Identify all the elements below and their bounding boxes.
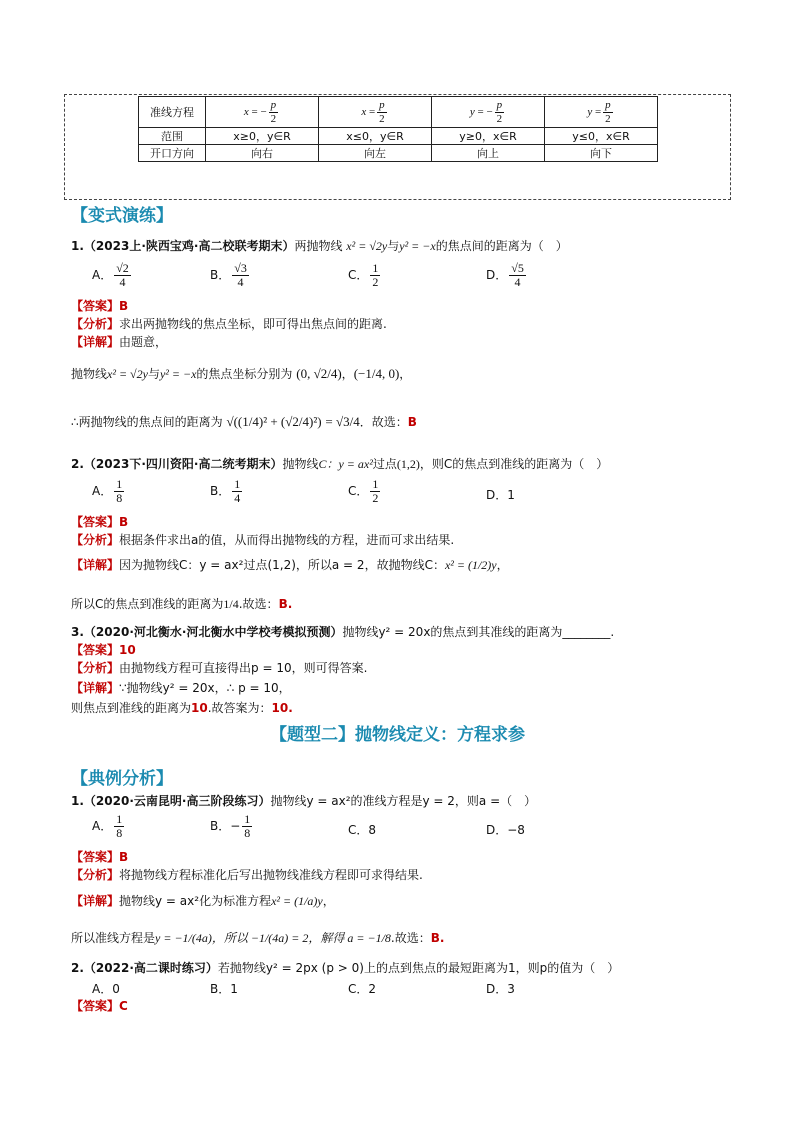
table-cell: x≤0，y∈R bbox=[319, 128, 432, 145]
detail-conclusion-line: 所以准线方程是y = −1/(4a)，所以 −1/(4a) = 2，解得 a = −1/8.故选：B. bbox=[71, 931, 445, 945]
question-4-stem: 1.（2020·云南昆明·高三阶段练习）抛物线y = ax²的准线方程是y = 2，则a =（ ） bbox=[71, 794, 537, 808]
answer-line: 【答案】B bbox=[71, 850, 129, 864]
option-d: D． $\frac{√5}{4}$ bbox=[486, 261, 524, 289]
option-a: A． $\frac{√2}{4}$ bbox=[92, 261, 129, 289]
section-heading-variant: 【变式演练】 bbox=[71, 206, 173, 226]
detail-line: 【详解】由题意， bbox=[71, 335, 168, 349]
analysis-line: 【分析】求出两抛物线的焦点坐标，即可得出焦点间的距离. bbox=[71, 317, 387, 331]
table-cell: y≥0，x∈R bbox=[432, 128, 545, 145]
option-c: C．2 bbox=[348, 982, 377, 996]
section-title-type2: 【题型二】抛物线定义：方程求参 bbox=[270, 725, 525, 745]
question-3-stem: 3.（2020·河北衡水·河北衡水中学校考模拟预测）抛物线y² = 20x的焦点到其准线的距离为________. bbox=[71, 625, 615, 639]
table-row-label: 准线方程 bbox=[139, 97, 206, 128]
answer-line: 【答案】10 bbox=[71, 643, 136, 657]
option-b: B．1 bbox=[210, 982, 238, 996]
table-cell: y = $\frac{p}{2}$ bbox=[545, 97, 658, 128]
table-row-label: 范围 bbox=[139, 128, 206, 145]
detail-conclusion-line: 则焦点到准线的距离为10.故答案为：10. bbox=[71, 701, 293, 715]
detail-conclusion-line: 所以C的焦点到准线的距离为1/4.故选：B. bbox=[71, 597, 293, 611]
option-b: B． $\frac{1}{4}$ bbox=[210, 477, 241, 505]
table-cell: 向下 bbox=[545, 145, 658, 162]
option-a: A． $\frac{1}{8}$ bbox=[92, 812, 123, 840]
option-c: C． $\frac{1}{2}$ bbox=[348, 261, 379, 289]
table-cell: x = − $\frac{p}{2}$ bbox=[206, 97, 319, 128]
answer-line: 【答案】B bbox=[71, 515, 129, 529]
analysis-line: 【分析】将抛物线方程标准化后写出抛物线准线方程即可求得结果. bbox=[71, 868, 423, 882]
option-d: D．3 bbox=[486, 982, 515, 996]
detail-line: 【详解】∵抛物线y² = 20x，∴ p = 10， bbox=[71, 681, 291, 695]
table-cell: 向上 bbox=[432, 145, 545, 162]
table-cell: y = − $\frac{p}{2}$ bbox=[432, 97, 545, 128]
detail-focus-line: 抛物线x² = √2y与y² = −x的焦点坐标分别为 (0, √2/4)，(−1/4, 0)， bbox=[71, 366, 412, 381]
detail-line: 【详解】抛物线y = ax²化为标准方程x² = (1/a)y， bbox=[71, 894, 335, 908]
table-row bbox=[139, 128, 658, 145]
table-cell: 向左 bbox=[319, 145, 432, 162]
table-row bbox=[139, 97, 658, 128]
question-1-stem: 1.（2023上·陕西宝鸡·高二校联考期末）两抛物线 x² = √2y与y² = −x的焦点间的距离为（ ） bbox=[71, 239, 568, 253]
option-a: A．0 bbox=[92, 982, 120, 996]
option-d: D．1 bbox=[486, 488, 515, 502]
option-c: C． $\frac{1}{2}$ bbox=[348, 477, 379, 505]
question-2-stem: 2.（2023下·四川资阳·高二统考期末）抛物线C：y = ax²过点(1,2)，则C的焦点到准线的距离为（ ） bbox=[71, 457, 609, 471]
parabola-summary-table bbox=[138, 96, 658, 162]
answer-line: 【答案】B bbox=[71, 299, 129, 313]
question-5-stem: 2.（2022·高二课时练习）若抛物线y² = 2px (p > 0)上的点到焦点的最短距离为1，则p的值为（ ） bbox=[71, 961, 620, 975]
option-b: B．− $\frac{1}{8}$ bbox=[210, 812, 251, 840]
detail-distance-line: ∴两抛物线的焦点间的距离为 √((1/4)² + (√2/4)²) = √3/4．故选：B bbox=[71, 414, 417, 429]
table-cell: x = $\frac{p}{2}$ bbox=[319, 97, 432, 128]
answer-line: 【答案】C bbox=[71, 999, 128, 1013]
section-heading-example: 【典例分析】 bbox=[71, 769, 173, 789]
option-a: A． $\frac{1}{8}$ bbox=[92, 477, 123, 505]
table-row-label: 开口方向 bbox=[139, 145, 206, 162]
table-cell: y≤0，x∈R bbox=[545, 128, 658, 145]
analysis-line: 【分析】由抛物线方程可直接得出p = 10，则可得答案. bbox=[71, 661, 368, 675]
option-c: C．8 bbox=[348, 823, 377, 837]
table-row bbox=[139, 145, 658, 162]
option-d: D．−8 bbox=[486, 823, 525, 837]
table-cell: x≥0，y∈R bbox=[206, 128, 319, 145]
option-b: B． $\frac{√3}{4}$ bbox=[210, 261, 247, 289]
table-cell: 向右 bbox=[206, 145, 319, 162]
analysis-line: 【分析】根据条件求出a的值，从而得出抛物线的方程，进而可求出结果. bbox=[71, 533, 455, 547]
detail-line: 【详解】因为抛物线C：y = ax²过点(1,2)，所以a = 2，故抛物线C：x² = (1/2)y， bbox=[71, 558, 509, 572]
